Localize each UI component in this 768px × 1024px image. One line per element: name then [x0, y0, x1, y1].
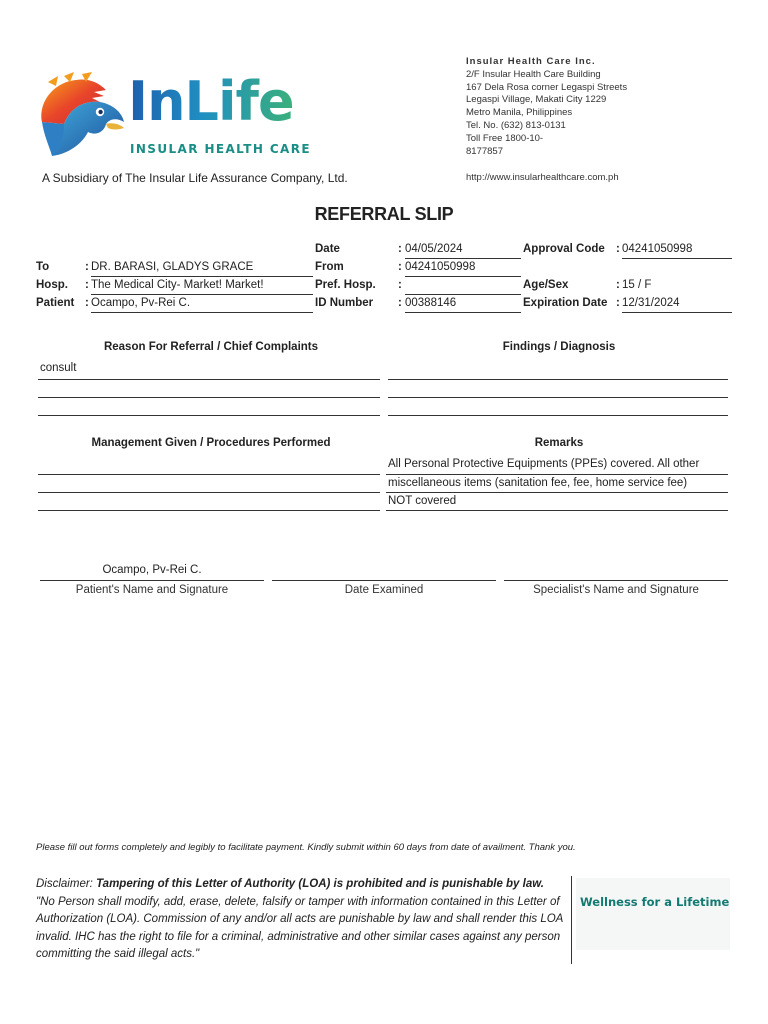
- remarks-text: miscellaneous items (sanitation fee, fee, home service fee): [388, 477, 688, 489]
- patient-label: Patient: [36, 297, 75, 309]
- to-value: DR. BARASI, GLADYS GRACE: [91, 261, 313, 277]
- submission-note: Please fill out forms completely and legibly to facilitate payment. Kindly submit within 60 days from date of availment. Thank you.: [36, 842, 576, 853]
- logo-tagline: INSULAR HEALTH CARE: [130, 142, 311, 156]
- address-line: Legaspi Village, Makati City 1229: [466, 94, 607, 106]
- management-line: [38, 510, 380, 511]
- reason-line: [38, 397, 380, 398]
- footer-divider: [571, 876, 572, 964]
- reason-line: [38, 379, 380, 380]
- remarks-section-title: Remarks: [534, 437, 584, 449]
- management-line: [38, 492, 380, 493]
- colon: :: [616, 297, 620, 309]
- expiration-date-label: Expiration Date: [523, 297, 608, 309]
- findings-line: [388, 415, 728, 416]
- date-value: 04/05/2024: [405, 243, 521, 259]
- approval-code-value: 04241050998: [622, 243, 732, 259]
- remarks-text: All Personal Protective Equipments (PPEs) covered. All other: [388, 458, 700, 470]
- colon: :: [398, 243, 402, 255]
- id-number-label: ID Number: [315, 297, 374, 309]
- from-value: 04241050998: [405, 261, 521, 277]
- remarks-line: [386, 492, 728, 493]
- colon: :: [616, 279, 620, 291]
- id-number-value: 00388146: [405, 297, 521, 313]
- address-line: Toll Free 1800-10-: [466, 132, 544, 144]
- colon: :: [85, 279, 89, 291]
- address-line: Tel. No. (632) 813-0131: [466, 119, 566, 131]
- specialist-signature-label: Specialist's Name and Signature: [533, 584, 699, 596]
- pref-hosp-label: Pref. Hosp.: [315, 279, 376, 291]
- disclaimer-label: Disclaimer:: [36, 878, 93, 890]
- colon: :: [398, 261, 402, 273]
- disclaimer-text: "No Person shall modify, add, erase, delete, falsify or tamper with information contained in this Letter of Authorization (LOA). Commission of any and/or all acts are punishable by law and shall render this LOA invalid. IHC has the right to file for a criminal, administrative and other similar cases against any person committing the said illegal acts.": [36, 895, 563, 960]
- address-line: Metro Manila, Philippines: [466, 107, 573, 119]
- colon: :: [85, 261, 89, 273]
- approval-code-label: Approval Code: [523, 243, 605, 255]
- pref-hosp-value: [405, 279, 521, 295]
- date-label: Date: [315, 243, 340, 255]
- wellness-banner: [576, 878, 730, 950]
- hosp-value: The Medical City- Market! Market!: [91, 279, 313, 295]
- expiration-date-value: 12/31/2024: [622, 297, 732, 313]
- address-line: 2/F Insular Health Care Building: [466, 68, 601, 80]
- colon: :: [616, 243, 620, 255]
- findings-line: [388, 379, 728, 380]
- wellness-slogan: Wellness for a Lifetime: [580, 895, 730, 909]
- company-url: http://www.insularhealthcare.com.ph: [466, 172, 619, 183]
- remarks-line: [386, 474, 728, 475]
- colon: :: [398, 297, 402, 309]
- colon: :: [398, 279, 402, 291]
- from-label: From: [315, 261, 344, 273]
- address-line: 8177857: [466, 145, 503, 157]
- disclaimer-block: [36, 876, 572, 964]
- management-line: [38, 474, 380, 475]
- logo-wordmark: InLife: [128, 70, 294, 133]
- disclaimer-headline: Tampering of this Letter of Authority (LOA) is prohibited and is punishable by law.: [96, 878, 544, 890]
- subsidiary-text: A Subsidiary of The Insular Life Assurance Company, Ltd.: [42, 171, 348, 185]
- reason-text: consult: [40, 362, 77, 374]
- findings-line: [388, 397, 728, 398]
- colon: :: [85, 297, 89, 309]
- to-label: To: [36, 261, 50, 273]
- age-sex-value: 15 / F: [622, 279, 652, 291]
- date-examined-label: Date Examined: [344, 584, 424, 596]
- patient-signature-label: Patient's Name and Signature: [75, 584, 229, 596]
- date-examined-line: [272, 580, 496, 581]
- page-title: REFERRAL SLIP: [314, 204, 454, 224]
- management-section-title: Management Given / Procedures Performed: [91, 437, 331, 449]
- findings-section-title: Findings / Diagnosis: [502, 341, 616, 353]
- address-line: 167 Dela Rosa corner Legaspi Streets: [466, 81, 628, 93]
- company-name: Insular Health Care Inc.: [466, 56, 596, 67]
- company-address-block: [466, 56, 627, 158]
- patient-signature-name: Ocampo, Pv-Rei C.: [102, 564, 202, 576]
- specialist-signature-line: [504, 580, 728, 581]
- eagle-head-icon: [34, 72, 126, 160]
- patient-value: Ocampo, Pv-Rei C.: [91, 297, 313, 313]
- reason-line: [38, 415, 380, 416]
- age-sex-label: Age/Sex: [523, 279, 569, 291]
- reason-section-title: Reason For Referral / Chief Complaints: [103, 341, 319, 353]
- remarks-line: [386, 510, 728, 511]
- remarks-text: NOT covered: [388, 495, 457, 507]
- hosp-label: Hosp.: [36, 279, 68, 291]
- patient-signature-line: [40, 580, 264, 581]
